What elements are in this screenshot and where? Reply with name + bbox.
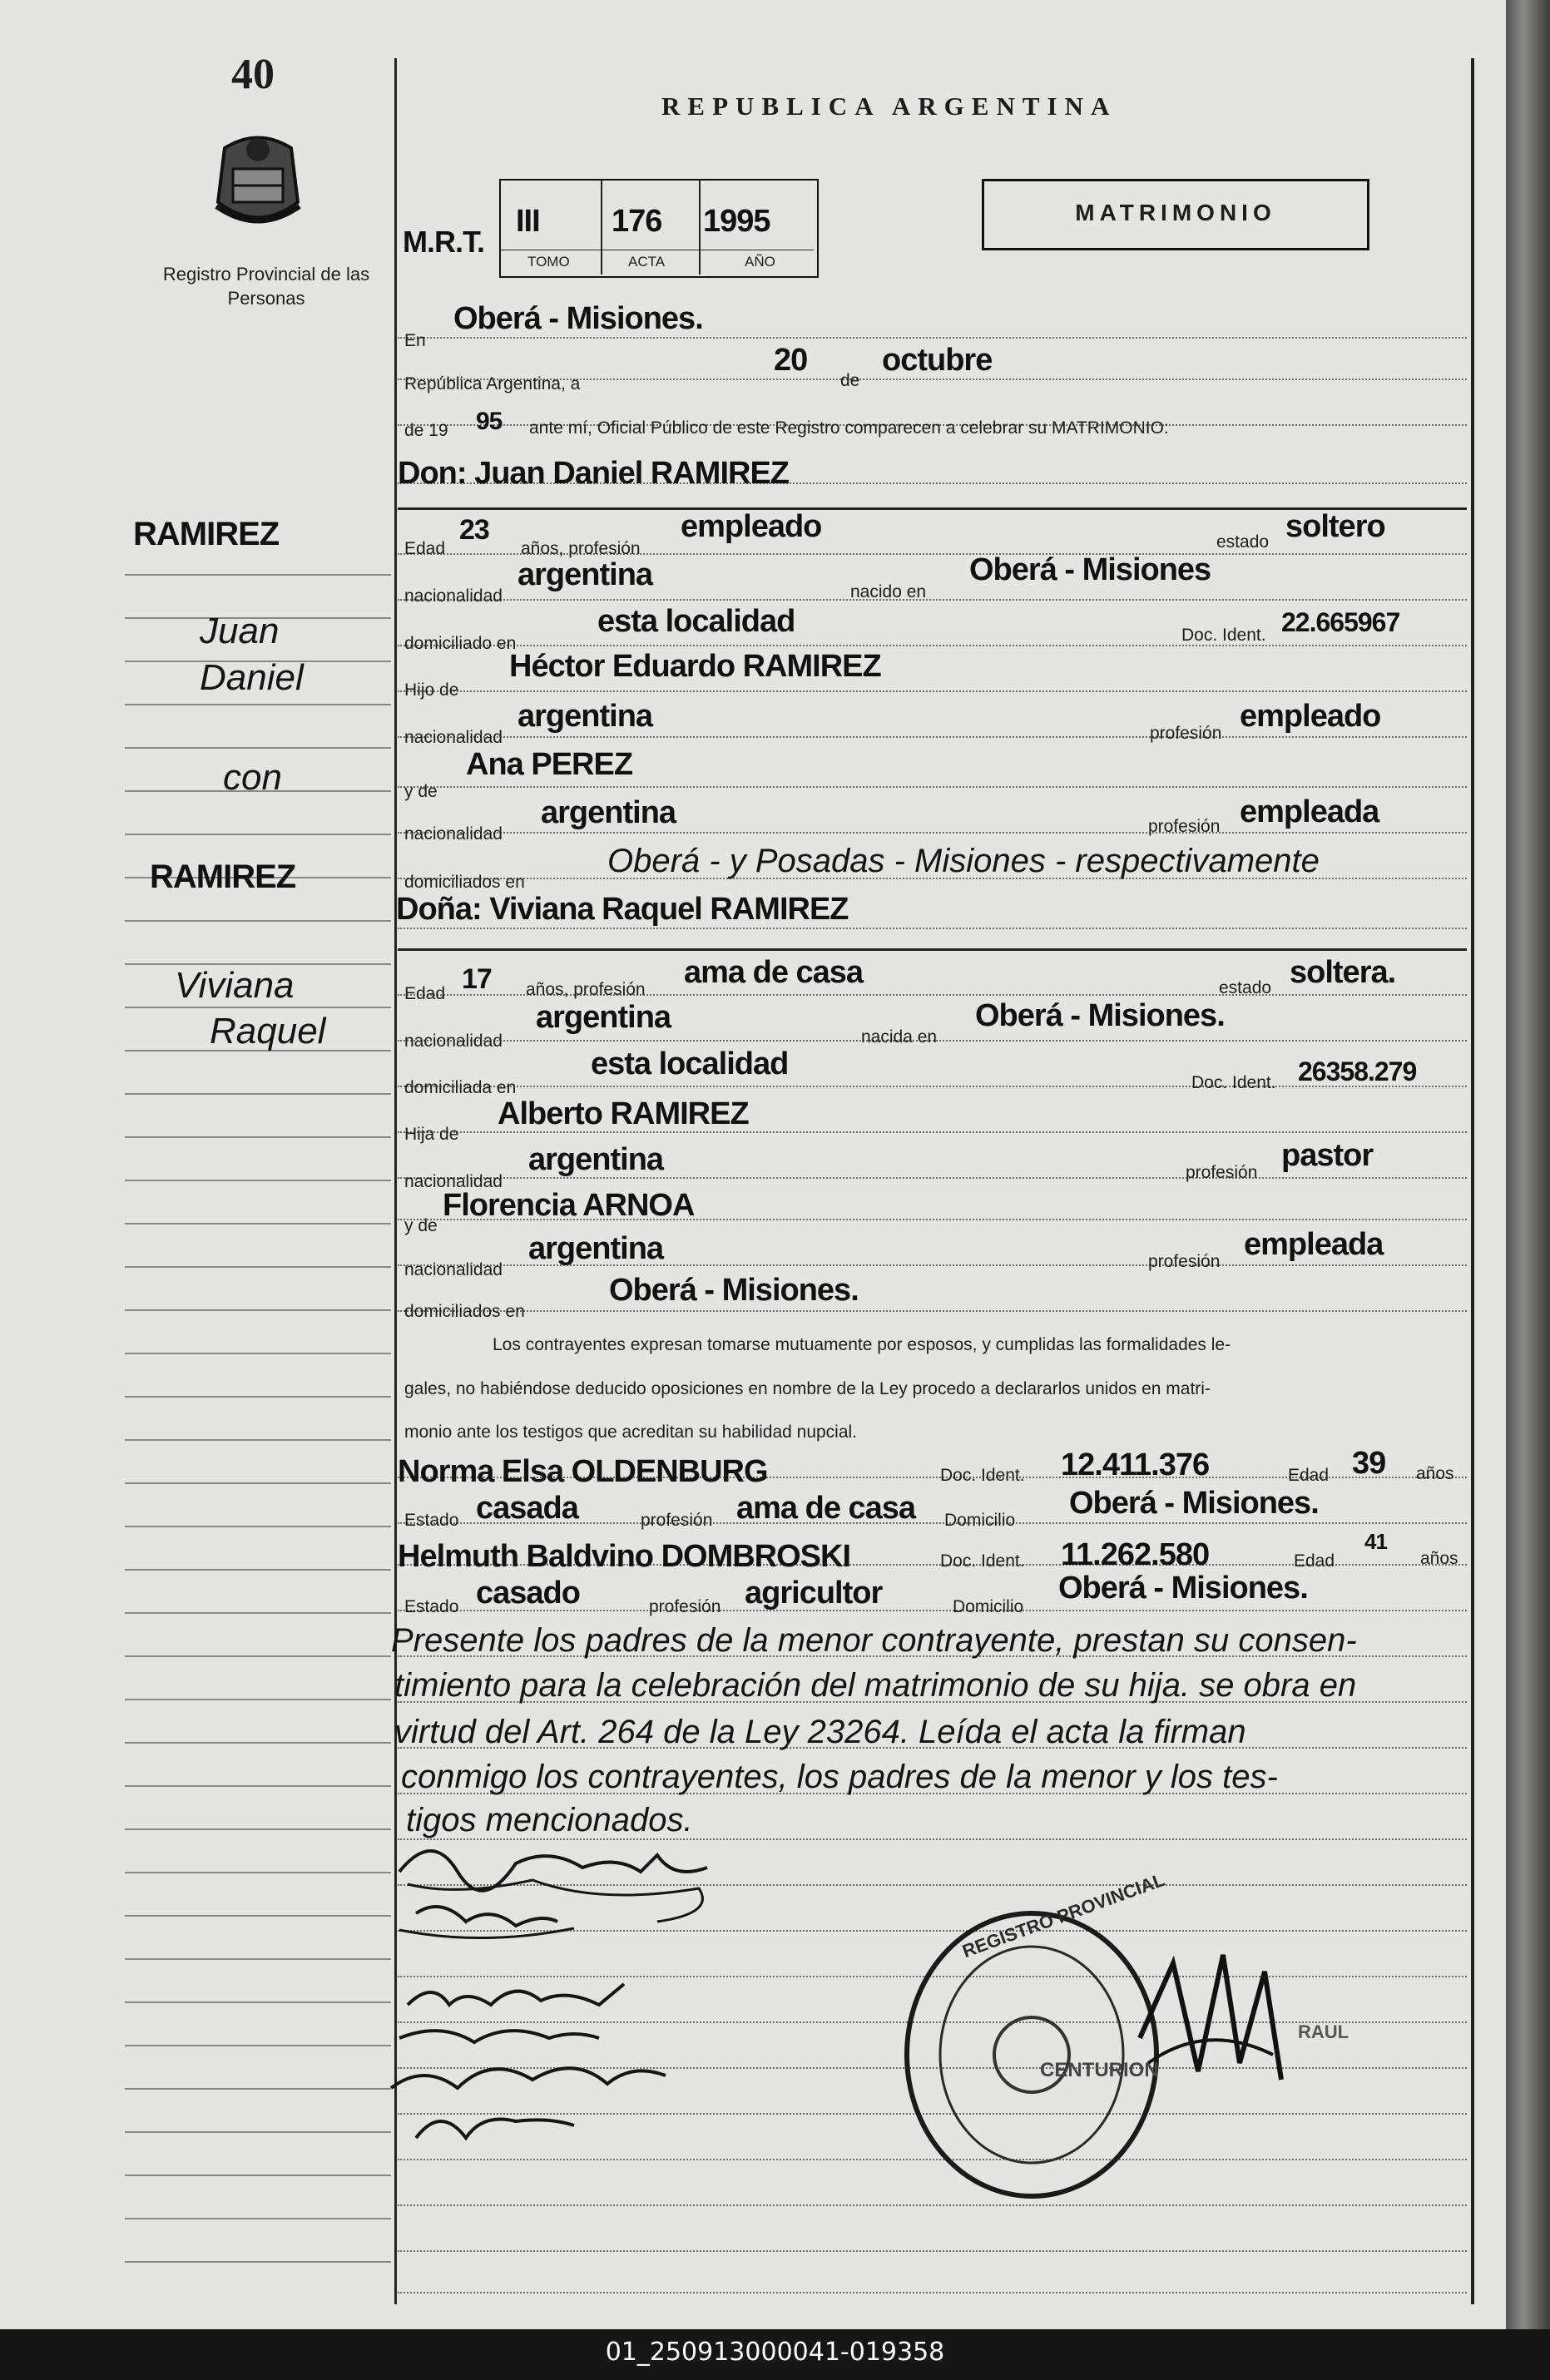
margin-rule (125, 1699, 391, 1700)
formal-text-1: Los contrayentes expresan tomarse mutuamente por esposos, y cumplidas las formalidades le- (493, 1335, 1231, 1354)
witness2-dom-label: Domicilio (953, 1597, 1024, 1616)
margin-groom-first: Juan (200, 611, 280, 651)
groom-mother-label: y de (404, 782, 438, 801)
margin-rule (125, 2218, 391, 2219)
form-rule (398, 690, 1467, 692)
form-rule (398, 832, 1467, 834)
date-text: ante mí, Oficial Público de este Registro comparecen a celebrar su MATRIMONIO: (529, 418, 1169, 438)
bride-father-nac: argentina (528, 1142, 664, 1177)
bride-doc-label: Doc. Ident. (1191, 1073, 1276, 1092)
groom-anos-prof-label: años, profesión (521, 539, 641, 558)
caption-bar (0, 2329, 1550, 2380)
coat-of-arms-logo (200, 123, 316, 240)
groom-edad-label: Edad (404, 539, 446, 558)
witness2-doc-label: Doc. Ident. (940, 1551, 1025, 1571)
groom-dom-label: domiciliado en (404, 634, 517, 653)
margin-con: con (223, 757, 282, 798)
form-rule (398, 2292, 1467, 2293)
margin-rule (125, 1655, 391, 1657)
margin-rule (125, 2001, 391, 2003)
form-rule (398, 599, 1467, 601)
groom-estado: soltero (1285, 509, 1385, 544)
bride-doc: 26358.279 (1298, 1056, 1417, 1086)
bride-mother-nac-label: nacionalidad (404, 1260, 503, 1279)
form-rule (398, 786, 1467, 788)
margin-rule (125, 1482, 391, 1484)
page-number: 40 (231, 51, 275, 98)
bride-nac-label: nacionalidad (404, 1032, 503, 1051)
witness2-estado: casado (476, 1576, 580, 1611)
groom-doms-label: domiciliados en (404, 873, 525, 892)
form-rule (398, 928, 1467, 929)
witness1-dom-label: Domicilio (944, 1511, 1016, 1530)
form-rule (398, 2250, 1467, 2252)
margin-rule (125, 747, 391, 749)
bride-mother: Florencia ARNOA (443, 1188, 695, 1223)
groom-father: Héctor Eduardo RAMIREZ (509, 649, 881, 684)
bride-domicilio: esta localidad (591, 1047, 789, 1081)
margin-rule (125, 1612, 391, 1614)
groom-father-prof-label: profesión (1150, 724, 1222, 743)
contrayentes-signatures (383, 1822, 732, 1955)
official-seal (890, 1897, 1173, 2213)
margin-rule (125, 1915, 391, 1917)
groom-doc: 22.665967 (1281, 607, 1400, 637)
witness2-profesion: agricultor (745, 1576, 883, 1611)
form-rule (398, 948, 1467, 951)
witness1-doc: 12.411.376 (1061, 1447, 1210, 1482)
ano-label: AÑO (745, 254, 775, 270)
margin-rule (125, 704, 391, 705)
margin-rule (125, 2175, 391, 2176)
bride-nacida-label: nacida en (861, 1027, 938, 1047)
groom-nacido-label: nacido en (850, 582, 927, 601)
bride-father-prof: pastor (1281, 1138, 1374, 1173)
witness1-anos-label: años (1416, 1464, 1454, 1483)
formal-text-3: monio ante los testigos que acreditan su habilidad nupcial. (404, 1423, 858, 1442)
bride-anos-prof-label: años, profesión (526, 980, 646, 999)
margin-rule (125, 1526, 391, 1527)
groom-nacido: Oberá - Misiones (969, 552, 1211, 587)
groom-profesion: empleado (681, 509, 822, 544)
groom-father-nac-label: nacionalidad (404, 728, 503, 747)
witness2-doc: 11.262.580 (1061, 1537, 1210, 1572)
witness1-estado-label: Estado (404, 1511, 459, 1530)
bride-estado-label: estado (1219, 978, 1272, 997)
groom-mother-nac: argentina (541, 795, 676, 830)
ref-col-line (699, 181, 701, 275)
form-rule (398, 645, 1467, 646)
margin-rule (125, 1353, 391, 1354)
groom-mother-prof-label: profesión (1148, 817, 1221, 836)
witness2-anos-label: años (1420, 1549, 1458, 1568)
witness2-estado-label: Estado (404, 1597, 459, 1616)
margin-rule (125, 1872, 391, 1873)
witness2-edad: 41 (1364, 1529, 1387, 1554)
margin-bride-first: Viviana (175, 965, 295, 1006)
margin-rule (125, 2045, 391, 2046)
margin-rule (125, 1785, 391, 1787)
witness2-prof-label: profesión (649, 1597, 721, 1616)
groom-doc-label: Doc. Ident. (1181, 626, 1266, 645)
bride-estado: soltera. (1290, 955, 1396, 990)
margin-rule (125, 1569, 391, 1571)
bride-parents-dom: Oberá - Misiones. (609, 1273, 859, 1308)
groom-estado-label: estado (1216, 532, 1270, 552)
year-suffix: 95 (476, 408, 503, 435)
binding-edge (1506, 0, 1550, 2329)
bride-mother-nac: argentina (528, 1231, 664, 1266)
ref-col-line (601, 181, 602, 275)
margin-rule (125, 1309, 391, 1311)
bride-mother-prof: empleada (1244, 1227, 1384, 1262)
margin-rule (125, 1093, 391, 1095)
republic-label: República Argentina, a (404, 374, 581, 393)
registry-label: Registro Provincial de las Personas (162, 264, 370, 309)
note-line-2: timiento para la celebración del matrimonio de su hija. se obra en (394, 1667, 1357, 1704)
margin-rule (125, 1180, 391, 1181)
margin-rule (125, 1828, 391, 1830)
tomo-value: III (516, 204, 540, 239)
groom-domicilio: esta localidad (597, 604, 795, 639)
bride-father-label: Hija de (404, 1125, 459, 1144)
bride-father: Alberto RAMIREZ (498, 1096, 749, 1131)
groom-parents-dom: Oberá - y Posadas - Misiones - respectivamente (607, 843, 1320, 879)
code-prefix: M.R.T. (403, 225, 484, 259)
groom-father-nac: argentina (517, 699, 653, 734)
groom-nac-label: nacionalidad (404, 586, 503, 606)
bride-edad: 17 (462, 963, 492, 995)
witness1-domicilio: Oberá - Misiones. (1069, 1486, 1319, 1521)
witness2-domicilio: Oberá - Misiones. (1058, 1571, 1308, 1606)
margin-rule (125, 1396, 391, 1398)
witness1-edad: 39 (1352, 1446, 1386, 1481)
groom-mother: Ana PEREZ (466, 747, 633, 782)
note-line-5: tigos mencionados. (406, 1802, 693, 1838)
padres-testigos-signatures (383, 1972, 699, 2163)
ano-value: 1995 (703, 204, 770, 239)
country-heading: REPUBLICA ARGENTINA (661, 92, 1117, 121)
formal-text-2: gales, no habiéndose deducido oposiciones en nombre de la Ley procedo a declararlos unidos en matri- (404, 1379, 1211, 1398)
record-type: MATRIMONIO (1075, 200, 1276, 225)
groom-mother-nac-label: nacionalidad (404, 824, 503, 844)
margin-rule (125, 1266, 391, 1268)
groom-mother-prof: empleada (1240, 794, 1379, 829)
margin-rule (125, 2088, 391, 2090)
date-de-label: de (840, 371, 860, 390)
margin-bride-middle: Raquel (210, 1011, 326, 1051)
place-label: En (404, 331, 426, 350)
bride-header: Doña: Viviana Raquel RAMIREZ (396, 892, 849, 927)
stamp-side: RAUL (1298, 2021, 1349, 2042)
witness1-prof-label: profesión (641, 1511, 713, 1530)
margin-rule (125, 2261, 391, 2263)
witness1-doc-label: Doc. Ident. (940, 1466, 1025, 1485)
margin-groom-surname: RAMIREZ (133, 516, 280, 552)
stamp-text: CENTURION (1040, 2059, 1159, 2081)
right-border (1471, 58, 1474, 2304)
note-line-3: virtud del Art. 264 de la Ley 23264. Leída el acta la firman (394, 1714, 1246, 1750)
witness1-estado: casada (476, 1491, 578, 1526)
image-caption: 01_250913000041-019358 (605, 2338, 945, 2367)
year-prefix: de 19 (404, 421, 448, 440)
bride-mother-label: y de (404, 1216, 438, 1235)
groom-father-prof: empleado (1240, 699, 1381, 734)
bride-mother-prof-label: profesión (1148, 1252, 1221, 1271)
witness2-name: Helmuth Baldvino DOMBROSKI (398, 1539, 851, 1574)
bride-nacida: Oberá - Misiones. (975, 998, 1225, 1033)
margin-rule (125, 920, 391, 922)
margin-rule (125, 1223, 391, 1225)
note-line-1: Presente los padres de la menor contrayente, prestan su consen- (391, 1622, 1357, 1659)
margin-groom-middle: Daniel (200, 657, 304, 698)
bride-father-nac-label: nacionalidad (404, 1172, 503, 1191)
note-line-4: conmigo los contrayentes, los padres de la menor y los tes- (401, 1759, 1278, 1795)
date-day: 20 (774, 343, 808, 378)
witness1-profesion: ama de casa (736, 1491, 916, 1526)
witness1-edad-label: Edad (1288, 1466, 1330, 1485)
margin-rule (125, 834, 391, 835)
witness2-edad-label: Edad (1294, 1551, 1335, 1571)
bride-profesion: ama de casa (684, 955, 864, 990)
form-rule (398, 736, 1467, 738)
form-rule (398, 1310, 1467, 1312)
bride-doms-label: domiciliados en (404, 1302, 525, 1321)
groom-edad: 23 (459, 514, 489, 546)
groom-header: Don: Juan Daniel RAMIREZ (398, 456, 790, 491)
acta-label: ACTA (628, 254, 666, 270)
place-value: Oberá - Misiones. (453, 301, 703, 336)
margin-rule (125, 574, 391, 576)
groom-father-label: Hijo de (404, 680, 459, 700)
bride-edad-label: Edad (404, 984, 446, 1003)
margin-rule (125, 2131, 391, 2133)
witness1-name: Norma Elsa OLDENBURG (398, 1454, 768, 1489)
margin-rule (125, 1439, 391, 1441)
bride-dom-label: domiciliada en (404, 1078, 517, 1097)
bride-father-prof-label: profesión (1186, 1163, 1258, 1182)
groom-nacionalidad: argentina (517, 557, 653, 592)
record-type-box (982, 179, 1369, 250)
acta-value: 176 (612, 204, 662, 239)
margin-rule (125, 1958, 391, 1960)
bride-nacionalidad: argentina (536, 1000, 671, 1035)
margin-rule (125, 1136, 391, 1138)
date-month: octubre (882, 343, 993, 378)
margin-rule (125, 1007, 391, 1008)
official-signature (1132, 1938, 1298, 2121)
margin-divider (394, 58, 397, 2304)
margin-bride-surname: RAMIREZ (150, 858, 296, 895)
tomo-label: TOMO (527, 254, 570, 270)
seal-text: REGISTRO PROVINCIAL (959, 1868, 1168, 1962)
form-rule (398, 337, 1467, 339)
margin-rule (125, 1742, 391, 1744)
